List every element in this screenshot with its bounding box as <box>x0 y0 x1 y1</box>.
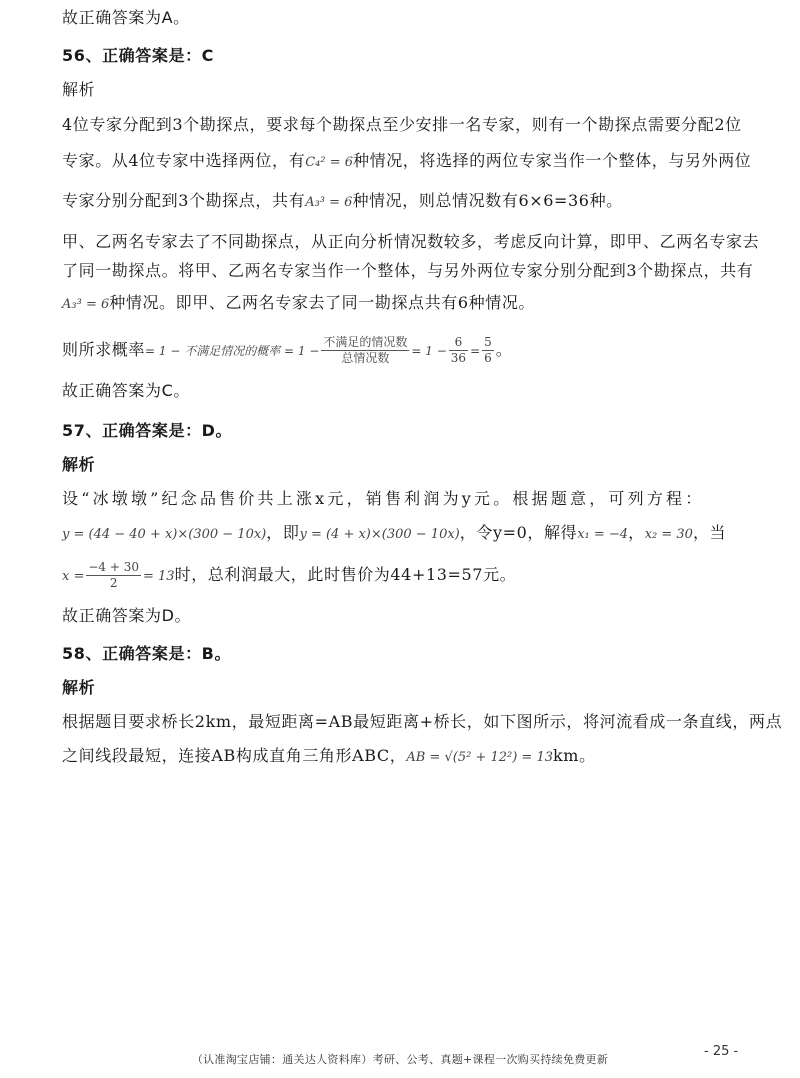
root-2: x₂ = 30 <box>644 527 693 542</box>
text-segment: 。 <box>495 340 513 359</box>
text-segment: 专家分别分配到3个勘探点，共有 <box>62 191 306 210</box>
analysis-57-line-1: 设“冰墩墩”纪念品售价共上涨x元，销售利润为y元。根据题意，可列方程： <box>62 489 705 508</box>
analysis-58-line-2 <box>62 745 760 769</box>
analysis-58-line-1: 根据题目要求桥长2km，最短距离=AB最短距离+桥长，如下图所示，将河流看成一条直线，两点 <box>62 712 783 731</box>
analysis-56-line-3 <box>62 190 760 214</box>
analysis-label-58: 解析 <box>62 678 96 697</box>
numerator: 不满足的情况数 <box>323 335 408 349</box>
answer-summary-56: 故正确答案为C。 <box>62 381 190 400</box>
simplified-equation: y = (4 + x)×(300 − 10x) <box>299 527 460 542</box>
text-segment: km。 <box>553 746 596 765</box>
analysis-56-line-1: 4位专家分配到3个勘探点，要求每个勘探点至少安排一名专家，则有一个勘探点需要分配2位 <box>62 115 742 134</box>
question-56-heading: 56、正确答案是：C <box>62 46 215 65</box>
analysis-label-56: 解析 <box>62 80 96 99</box>
page-footer: （认准淘宝店铺：通关达人资料库）考研、公考、真题+课程一次购买持续免费更新 <box>191 1053 609 1066</box>
text-segment: 时，总利润最大，此时售价为44+13=57元。 <box>174 565 517 584</box>
denominator: 36 <box>450 351 467 365</box>
answer-summary-55: 故正确答案为A。 <box>62 8 190 27</box>
question-57-heading: 57、正确答案是：D。 <box>62 421 233 440</box>
question-58-heading: 58、正确答案是：B。 <box>62 644 232 663</box>
analysis-56-line-5: 了同一勘探点。将甲、乙两名专家当作一个整体，与另外两位专家分别分配到3个勘探点，共有 <box>62 261 754 280</box>
math-segment: = 1 − 不满足情况的概率 = 1 − <box>145 344 320 358</box>
root-1: x₁ = −4 <box>577 527 629 542</box>
math-segment: x = <box>62 569 85 584</box>
numerator: 5 <box>484 335 492 349</box>
text-segment: ，当 <box>692 523 727 542</box>
fraction-6-36 <box>449 335 468 366</box>
text-segment: ，令y=0，解得 <box>459 523 578 542</box>
fraction-5-6 <box>482 335 494 366</box>
permutation-formula: A₃³ = 6 <box>62 297 110 312</box>
text-segment: 种情况，将选择的两位专家当作一个整体，与另外两位 <box>353 151 752 170</box>
math-segment: = 13 <box>143 569 175 584</box>
profit-equation: y = (44 − 40 + x)×(300 − 10x) <box>62 527 267 542</box>
distance-formula: AB = √(5² + 12²) = 13 <box>406 750 553 765</box>
analysis-57-line-3 <box>62 560 760 596</box>
analysis-56-line-6 <box>62 292 760 316</box>
denominator: 6 <box>484 351 492 365</box>
math-segment: = 1 − <box>411 344 447 358</box>
text-segment: 则所求概率 <box>62 340 146 359</box>
analysis-57-equation-line <box>62 522 760 546</box>
text-segment: ，即 <box>266 523 300 542</box>
denominator: 总情况数 <box>341 351 390 365</box>
text-segment: 种情况，则总情况数有6×6=36种。 <box>352 191 623 210</box>
answer-summary-57: 故正确答案为D。 <box>62 606 192 625</box>
numerator: 6 <box>449 335 468 351</box>
text-segment: 之间线段最短，连接AB构成直角三角形ABC， <box>62 746 407 765</box>
fraction-vertex <box>86 560 141 591</box>
analysis-56-line-4: 甲、乙两名专家去了不同勘探点，从正向分析情况数较多，考虑反向计算，即甲、乙两名专家去 <box>62 232 760 251</box>
probability-equation <box>62 335 760 371</box>
text-segment: 专家。从4位专家中选择两位，有 <box>62 151 306 170</box>
text-segment: ， <box>628 523 645 542</box>
math-segment: = <box>470 344 481 358</box>
text-segment: 种情况。即甲、乙两名专家去了同一勘探点共有6种情况。 <box>109 293 536 312</box>
denominator: 2 <box>109 576 118 590</box>
combination-formula: C₄² = 6 <box>305 155 353 170</box>
analysis-56-line-2 <box>62 150 760 174</box>
analysis-label-57: 解析 <box>62 455 96 474</box>
numerator: −4 + 30 <box>88 560 140 574</box>
page-number: - 25 - <box>704 1044 739 1059</box>
fraction-cases <box>321 335 409 366</box>
permutation-formula: A₃³ = 6 <box>305 195 353 210</box>
